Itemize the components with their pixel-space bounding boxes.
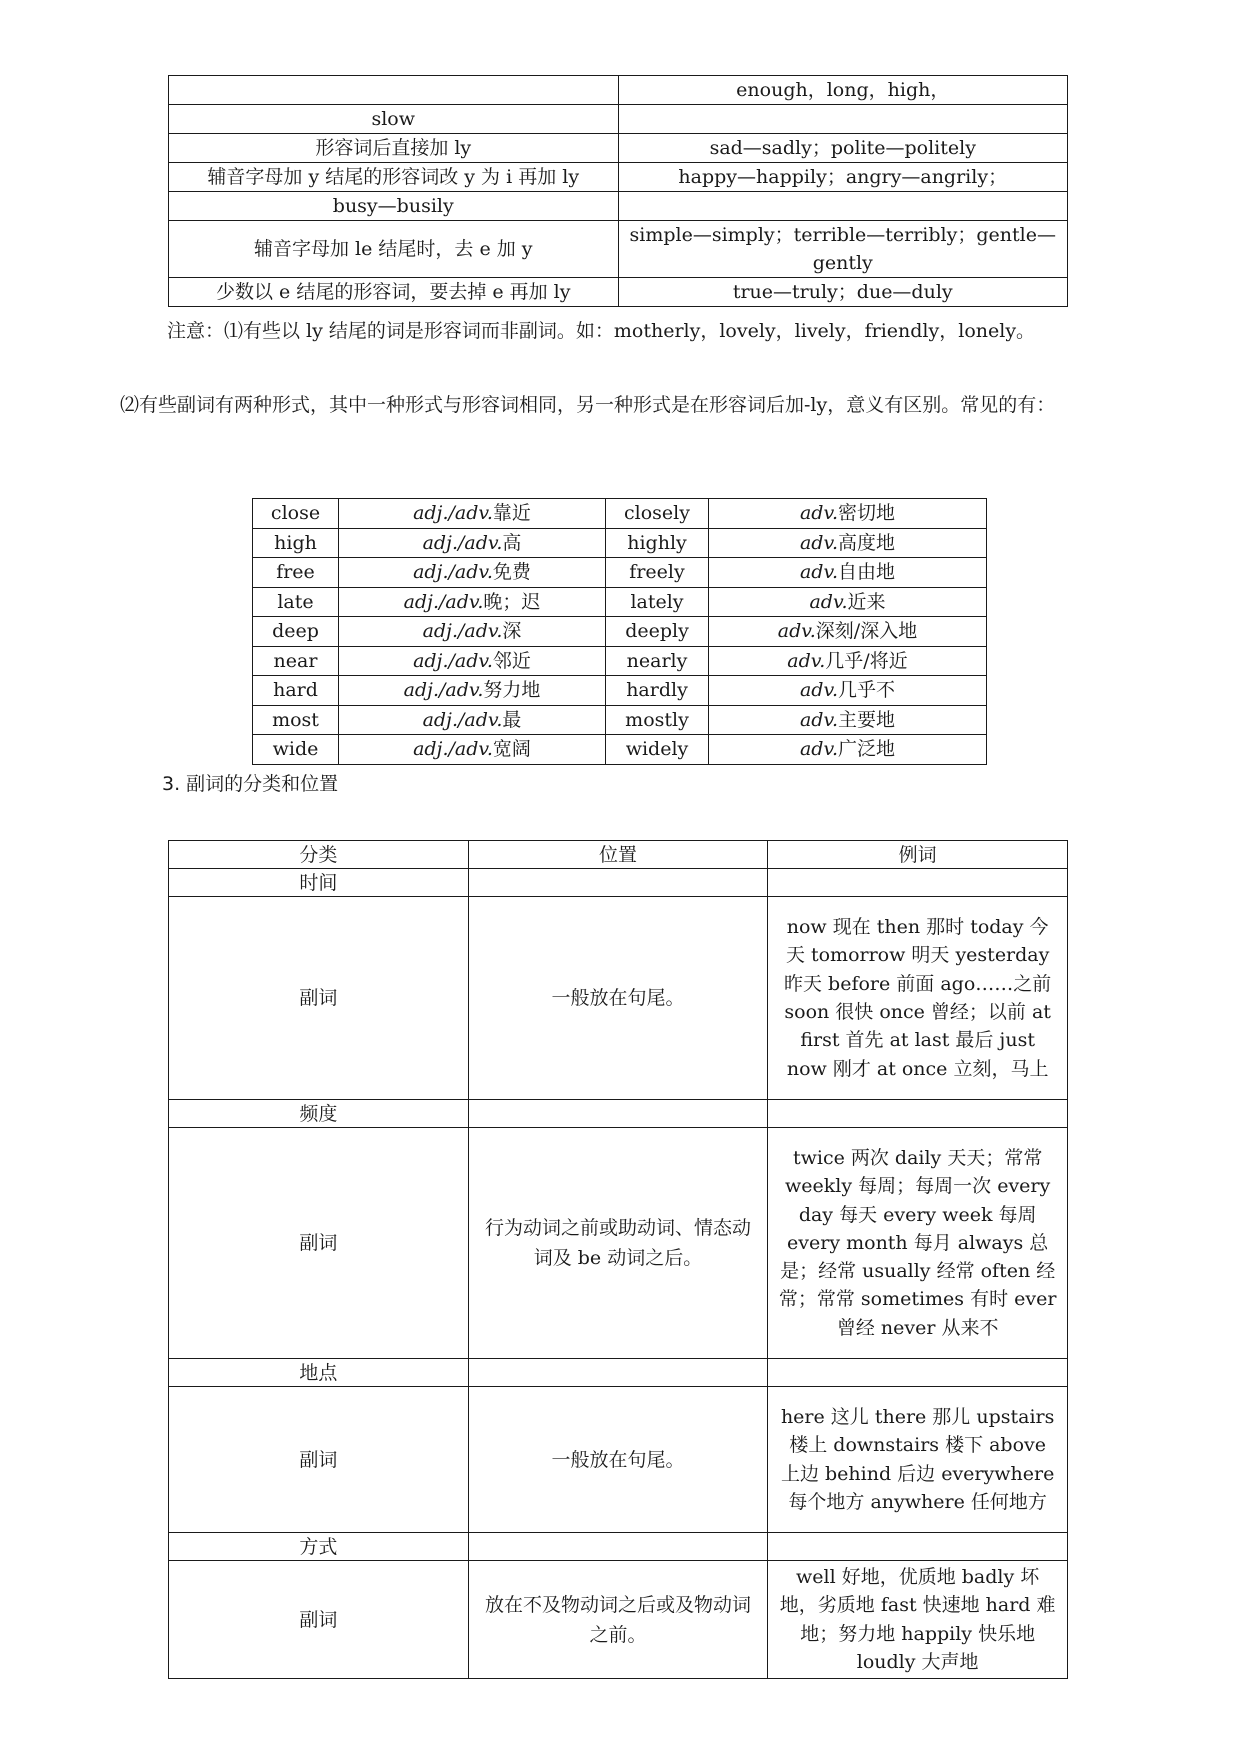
meaning-cell: adv.近来 [709,587,987,617]
table-row [169,192,1068,221]
examples-cell: now 现在 then 那时 today 今天 tomorrow 明天 yesterday 昨天 before 前面 ago……之前 soon 很快 once 曾经；以前 at first 首先 at last 最后 just now 刚才 at once 立刻，马上 [768,897,1068,1100]
meaning-cell: adv.自由地 [709,558,987,588]
table-row [169,134,1068,163]
table-row [169,1561,1068,1679]
table-cell: enough，long，high， [618,76,1068,105]
position-cell: 放在不及物动词之后或及物动词之前。 [468,1561,768,1679]
meaning-cell: adv.密切地 [709,499,987,529]
word-cell: closely [606,499,709,529]
table-cell: 形容词后直接加 ly [169,134,619,163]
meaning-cell: adv.广泛地 [709,735,987,765]
meaning-cell: adj./adv.晚；迟 [339,587,606,617]
meaning-cell: adj./adv.最 [339,705,606,735]
category-cell: 频度 [169,1100,469,1128]
meaning-cell: adj./adv.免费 [339,558,606,588]
meaning-cell: adj./adv.靠近 [339,499,606,529]
word-cell: most [253,705,339,735]
word-cell: hard [253,676,339,706]
meaning-cell: adj./adv.努力地 [339,676,606,706]
word-cell: lately [606,587,709,617]
word-cell: wide [253,735,339,765]
word-cell: freely [606,558,709,588]
label-cell: 副词 [169,1561,469,1679]
category-row [169,1100,1068,1128]
word-cell: hardly [606,676,709,706]
position-cell: 一般放在句尾。 [468,897,768,1100]
table-cell: 辅音字母加 le 结尾时，去 e 加 y [169,221,619,278]
table-cell: busy—busily [169,192,619,221]
table-row [169,163,1068,192]
table-row [169,1387,1068,1533]
category-cell: 地点 [169,1359,469,1387]
word-cell: deep [253,617,339,647]
word-cell: high [253,528,339,558]
category-row [169,1359,1068,1387]
meaning-cell: adj./adv.深 [339,617,606,647]
two-form-adverbs-table [252,498,987,765]
table-row [169,278,1068,307]
word-cell: free [253,558,339,588]
table-cell: slow [169,105,619,134]
word-cell: near [253,646,339,676]
table-row [169,897,1068,1100]
empty-cell [468,1359,768,1387]
empty-cell [468,1100,768,1128]
table-row [169,76,1068,105]
category-row [169,1533,1068,1561]
empty-cell [768,1100,1068,1128]
meaning-cell: adv.主要地 [709,705,987,735]
table-cell [618,192,1068,221]
table-cell [169,76,619,105]
table-cell [618,105,1068,134]
meaning-cell: adj./adv.邻近 [339,646,606,676]
word-cell: mostly [606,705,709,735]
label-cell: 副词 [169,1128,469,1359]
table-cell: 辅音字母加 y 结尾的形容词改 y 为 i 再加 ly [169,163,619,192]
word-cell: close [253,499,339,529]
header-cell: 分类 [169,841,469,869]
table-row [253,528,987,558]
meaning-cell: adv.高度地 [709,528,987,558]
examples-cell: twice 两次 daily 天天；常常 weekly 每周；每周一次 every day 每天 every week 每周 every month 每月 always 总是；经常 usually 经常 often 经常；常常 sometimes 有时 ever 曾经 never 从来不 [768,1128,1068,1359]
examples-cell: here 这儿 there 那儿 upstairs 楼上 downstairs 楼下 above 上边 behind 后边 everywhere 每个地方 anywhere 任何地方 [768,1387,1068,1533]
table-cell: sad—sadly；polite—politely [618,134,1068,163]
meaning-cell: adv.深刻/深入地 [709,617,987,647]
category-cell: 方式 [169,1533,469,1561]
adverb-classification-table [168,840,1068,1679]
word-cell: late [253,587,339,617]
table-header-row [169,841,1068,869]
table-row [253,735,987,765]
meaning-cell: adv.几乎/将近 [709,646,987,676]
table-row [253,617,987,647]
examples-cell: well 好地，优质地 badly 坏地，劣质地 fast 快速地 hard 难地；努力地 happily 快乐地 loudly 大声地 [768,1561,1068,1679]
table-cell: true—truly；due—duly [618,278,1068,307]
table-row [169,105,1068,134]
meaning-cell: adj./adv.宽阔 [339,735,606,765]
word-cell: nearly [606,646,709,676]
empty-cell [768,869,1068,897]
position-cell: 一般放在句尾。 [468,1387,768,1533]
empty-cell [768,1359,1068,1387]
adverb-formation-table [168,75,1068,307]
table-row [253,587,987,617]
category-cell: 时间 [169,869,469,897]
table-row [253,705,987,735]
section-title: 3. 副词的分类和位置 [162,773,339,795]
empty-cell [468,1533,768,1561]
word-cell: widely [606,735,709,765]
meaning-cell: adv.几乎不 [709,676,987,706]
meaning-cell: adj./adv.高 [339,528,606,558]
word-cell: highly [606,528,709,558]
header-cell: 例词 [768,841,1068,869]
table-cell: 少数以 e 结尾的形容词，要去掉 e 再加 ly [169,278,619,307]
label-cell: 副词 [169,1387,469,1533]
note-paragraph-2: ⑵有些副词有两种形式，其中一种形式与形容词相同，另一种形式是在形容词后加-ly，意义有区别。常见的有： [120,394,1056,416]
note-paragraph-1: 注意：⑴有些以 ly 结尾的词是形容词而非副词。如：motherly，lovely，lively，friendly，lonely。 [167,320,1036,342]
word-cell: deeply [606,617,709,647]
table-row [169,221,1068,278]
category-row [169,869,1068,897]
empty-cell [468,869,768,897]
table-row [169,1128,1068,1359]
table-cell: simple—simply；terrible—terribly；gentle—gently [618,221,1068,278]
table-row [253,558,987,588]
empty-cell [768,1533,1068,1561]
table-row [253,499,987,529]
header-cell: 位置 [468,841,768,869]
table-row [253,646,987,676]
table-cell: happy—happily；angry—angrily； [618,163,1068,192]
table-row [253,676,987,706]
position-cell: 行为动词之前或助动词、情态动词及 be 动词之后。 [468,1128,768,1359]
label-cell: 副词 [169,897,469,1100]
